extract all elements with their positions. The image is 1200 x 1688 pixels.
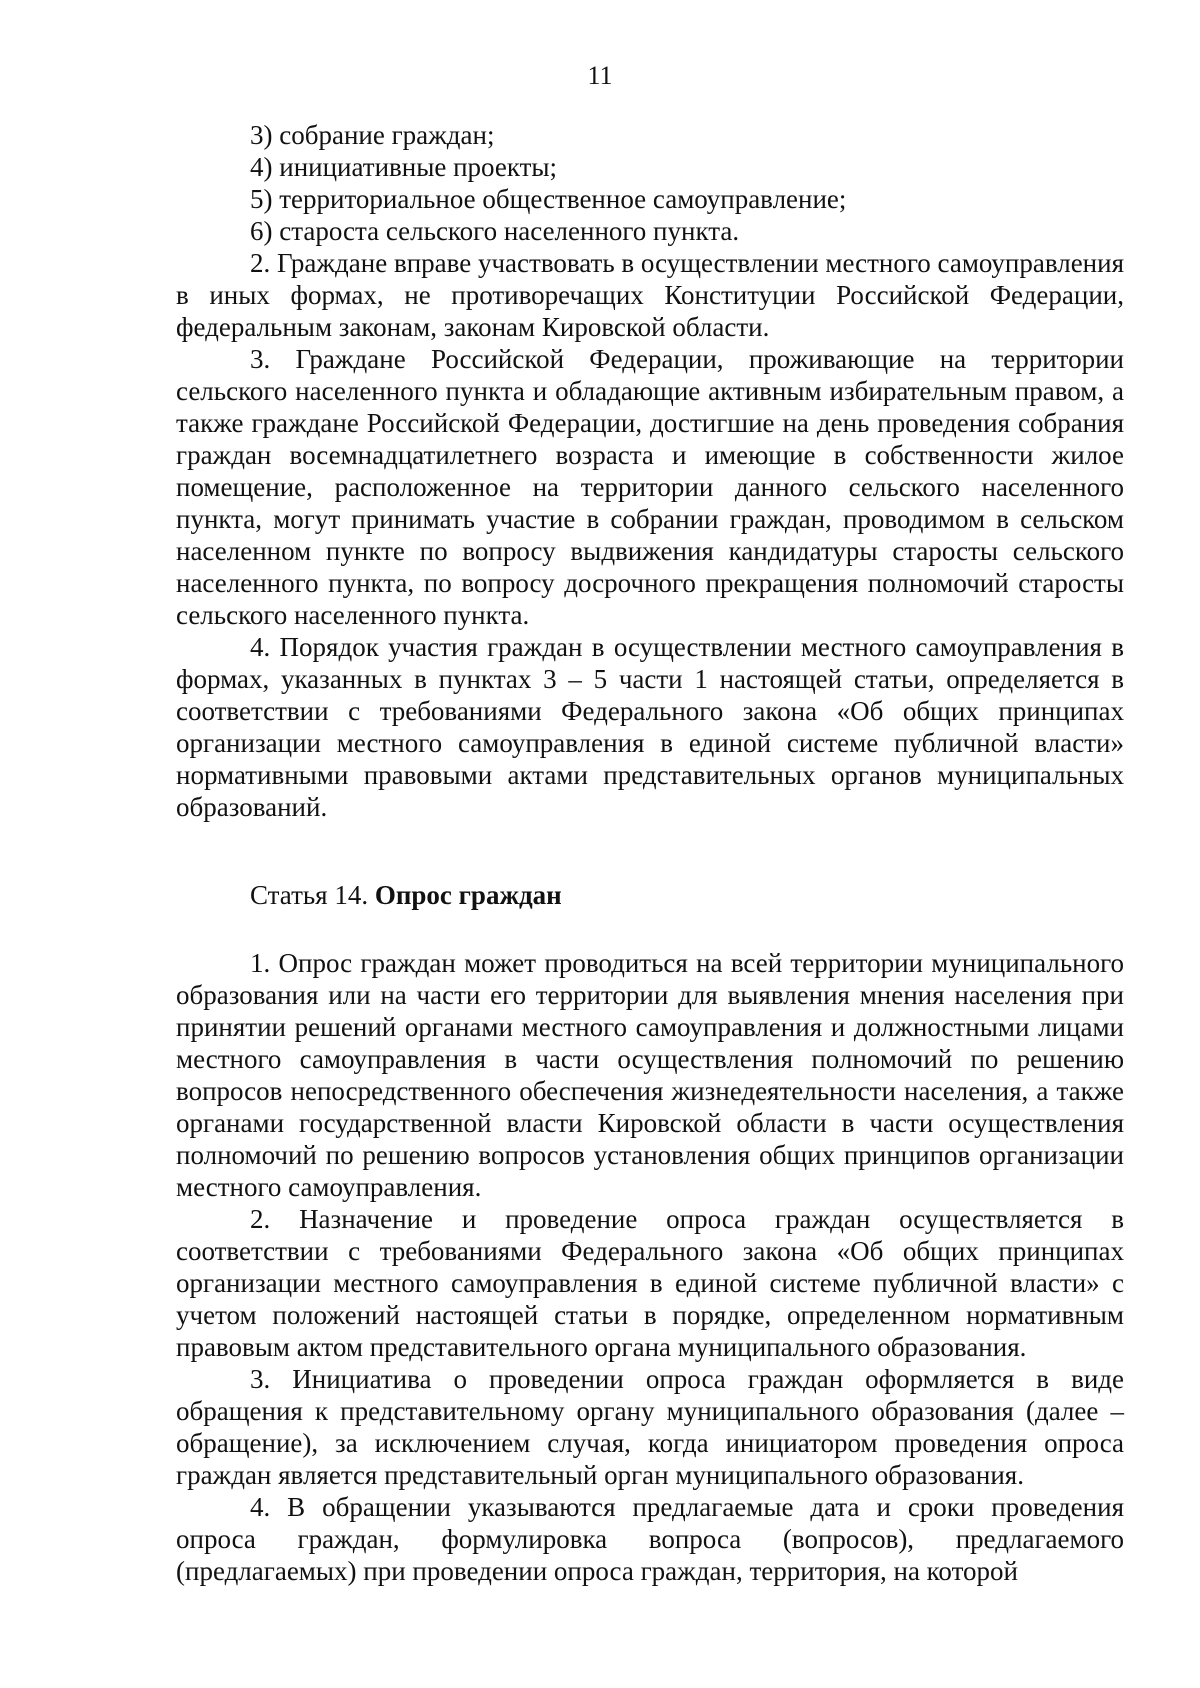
paragraph: 3. Граждане Российской Федерации, проживающие на территории сельского населенного пункта и обладающие активным избирательным правом, а также граждане Российской Федерации, достигшие на день проведения собрания граждан восемнадцатилетнего возраста и имеющие в собственности жилое помещение, расположенное на территории данного сельского населенного пункта, могут принимать участие в собрании граждан, проводимом в сельском населенном пункте по вопросу выдвижения кандидатуры старосты сельского населенного пункта, по вопросу досрочного прекращения полномочий старосты сельского населенного пункта.	[176, 344, 1124, 630]
document-body	[176, 119, 1124, 1587]
list-item: 5) территориальное общественное самоуправление;	[250, 184, 847, 214]
list-item: 3) собрание граждан;	[250, 120, 495, 150]
paragraph: 4. Порядок участия граждан в осуществлении местного самоуправления в формах, указанных в пунктах 3 – 5 части 1 настоящей статьи, определяется в соответствии с требованиями Федерального закона «Об общих принципах организации местного самоуправления в единой системе публичной власти» нормативными правовыми актами представительных органов муниципальных образований.	[176, 632, 1124, 822]
article-heading	[176, 879, 1124, 911]
paragraph: 1. Опрос граждан может проводиться на всей территории муниципального образования или на части его территории для выявления мнения населения при принятии решений органами местного самоуправления и должностными лицами местного самоуправления в части осуществления полномочий по решению вопросов непосредственного обеспечения жизнедеятельности населения, а также органами государственной власти Кировской области в части осуществления полномочий по решению вопросов установления общих принципов организации местного самоуправления.	[176, 948, 1124, 1202]
paragraph: 4. В обращении указываются предлагаемые дата и сроки проведения опроса граждан, формулировка вопроса (вопросов), предлагаемого (предлагаемых) при проведении опроса граждан, территория, на которой	[176, 1492, 1124, 1586]
article-title: Опрос граждан	[374, 880, 562, 910]
list-item: 6) староста сельского населенного пункта.	[250, 216, 740, 246]
list-item: 4) инициативные проекты;	[250, 152, 558, 182]
spacer	[176, 823, 1124, 879]
paragraph: 2. Граждане вправе участвовать в осуществлении местного самоуправления в иных формах, не противоречащих Конституции Российской Федерации, федеральным законам, законам Кировской области.	[176, 248, 1124, 342]
paragraph: 3. Инициатива о проведении опроса граждан оформляется в виде обращения к представительному органу муниципального образования (далее – обращение), за исключением случая, когда инициатором проведения опроса граждан является представительный орган муниципального образования.	[176, 1364, 1124, 1490]
page-number: 11	[587, 61, 613, 90]
article-label: Статья 14.	[250, 880, 375, 910]
paragraph: 2. Назначение и проведение опроса граждан осуществляется в соответствии с требованиями Федерального закона «Об общих принципах организации местного самоуправления в единой системе публичной власти» с учетом положений настоящей статьи в порядке, определенном нормативным правовым актом представительного органа муниципального образования.	[176, 1204, 1124, 1362]
spacer	[176, 911, 1124, 947]
